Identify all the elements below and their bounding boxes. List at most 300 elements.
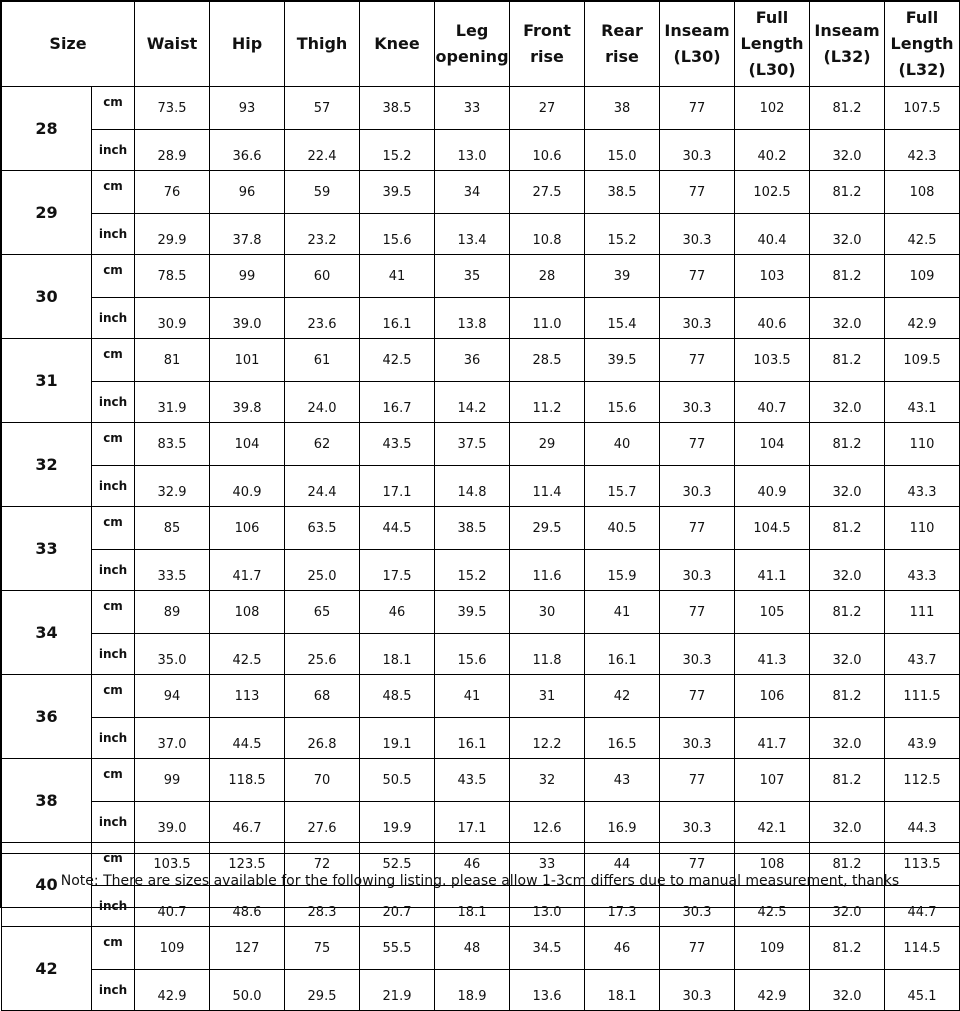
table-row bbox=[2, 339, 960, 382]
unit-label: cm bbox=[92, 843, 135, 886]
measurement-cell: 77 bbox=[660, 675, 735, 718]
measurement-cell: 81.2 bbox=[810, 171, 885, 214]
column-header-line: (L32) bbox=[898, 60, 946, 79]
measurement-cell: 11.8 bbox=[510, 634, 585, 675]
measurement-cell: 29 bbox=[510, 423, 585, 466]
measurement-cell: 103.5 bbox=[135, 843, 210, 886]
measurement-cell: 36 bbox=[435, 339, 510, 382]
measurement-cell: 12.6 bbox=[510, 802, 585, 843]
measurement-cell: 77 bbox=[660, 843, 735, 886]
measurement-cell: 34.5 bbox=[510, 927, 585, 970]
unit-label: inch bbox=[92, 886, 135, 927]
measurement-cell: 11.4 bbox=[510, 466, 585, 507]
measurement-cell: 77 bbox=[660, 339, 735, 382]
measurement-cell: 39.8 bbox=[210, 382, 285, 423]
measurement-cell: 52.5 bbox=[360, 843, 435, 886]
measurement-cell: 15.2 bbox=[585, 214, 660, 255]
measurement-cell: 18.1 bbox=[360, 634, 435, 675]
table-row bbox=[2, 171, 960, 214]
measurement-cell: 38 bbox=[585, 87, 660, 130]
header-row bbox=[2, 2, 960, 87]
measurement-cell: 103.5 bbox=[735, 339, 810, 382]
measurement-cell: 39.5 bbox=[585, 339, 660, 382]
unit-label: inch bbox=[92, 466, 135, 507]
size-label: 29 bbox=[2, 171, 92, 255]
measurement-cell: 30 bbox=[510, 591, 585, 634]
measurement-cell: 32.0 bbox=[810, 298, 885, 339]
table-row bbox=[2, 130, 960, 171]
measurement-cell: 63.5 bbox=[285, 507, 360, 550]
measurement-cell: 81.2 bbox=[810, 675, 885, 718]
measurement-cell: 17.1 bbox=[435, 802, 510, 843]
unit-label: cm bbox=[92, 423, 135, 466]
measurement-cell: 14.2 bbox=[435, 382, 510, 423]
measurement-cell: 32.0 bbox=[810, 718, 885, 759]
column-header bbox=[135, 2, 210, 87]
table-row bbox=[2, 675, 960, 718]
measurement-cell: 30.9 bbox=[135, 298, 210, 339]
measurement-cell: 32.0 bbox=[810, 382, 885, 423]
measurement-cell: 61 bbox=[285, 339, 360, 382]
measurement-cell: 19.9 bbox=[360, 802, 435, 843]
measurement-cell: 39.5 bbox=[360, 171, 435, 214]
measurement-cell: 41 bbox=[360, 255, 435, 298]
measurement-cell: 33.5 bbox=[135, 550, 210, 591]
measurement-cell: 44.3 bbox=[885, 802, 960, 843]
measurement-cell: 104 bbox=[735, 423, 810, 466]
measurement-cell: 23.6 bbox=[285, 298, 360, 339]
measurement-cell: 30.3 bbox=[660, 802, 735, 843]
column-header-line: Inseam bbox=[664, 21, 730, 40]
measurement-cell: 36.6 bbox=[210, 130, 285, 171]
unit-label: inch bbox=[92, 634, 135, 675]
measurement-cell: 44 bbox=[585, 843, 660, 886]
size-label: 31 bbox=[2, 339, 92, 423]
size-label: 40 bbox=[2, 843, 92, 927]
measurement-cell: 43.9 bbox=[885, 718, 960, 759]
measurement-cell: 103 bbox=[735, 255, 810, 298]
measurement-cell: 27.6 bbox=[285, 802, 360, 843]
column-header-line: Knee bbox=[374, 34, 420, 53]
size-label: 42 bbox=[2, 927, 92, 1011]
measurement-cell: 109 bbox=[885, 255, 960, 298]
measurement-cell: 108 bbox=[735, 843, 810, 886]
column-header-line: Hip bbox=[231, 34, 263, 53]
measurement-cell: 42.5 bbox=[735, 886, 810, 927]
measurement-cell: 16.9 bbox=[585, 802, 660, 843]
size-label: 36 bbox=[2, 675, 92, 759]
measurement-cell: 112.5 bbox=[885, 759, 960, 802]
column-header-line: opening bbox=[435, 47, 509, 66]
measurement-cell: 24.4 bbox=[285, 466, 360, 507]
measurement-cell: 15.2 bbox=[435, 550, 510, 591]
measurement-cell: 42.9 bbox=[885, 298, 960, 339]
measurement-cell: 81.2 bbox=[810, 255, 885, 298]
measurement-cell: 43.3 bbox=[885, 550, 960, 591]
table-row bbox=[2, 87, 960, 130]
measurement-cell: 41.7 bbox=[735, 718, 810, 759]
table-row bbox=[2, 423, 960, 466]
table-row bbox=[2, 759, 960, 802]
size-label: 33 bbox=[2, 507, 92, 591]
measurement-cell: 127 bbox=[210, 927, 285, 970]
measurement-cell: 37.0 bbox=[135, 718, 210, 759]
measurement-cell: 30.3 bbox=[660, 382, 735, 423]
measurement-cell: 43 bbox=[585, 759, 660, 802]
measurement-cell: 32.0 bbox=[810, 466, 885, 507]
measurement-cell: 25.6 bbox=[285, 634, 360, 675]
measurement-cell: 41.1 bbox=[735, 550, 810, 591]
measurement-cell: 16.1 bbox=[360, 298, 435, 339]
measurement-cell: 109.5 bbox=[885, 339, 960, 382]
measurement-cell: 13.8 bbox=[435, 298, 510, 339]
measurement-cell: 13.6 bbox=[510, 970, 585, 1011]
measurement-cell: 109 bbox=[135, 927, 210, 970]
measurement-cell: 44.7 bbox=[885, 886, 960, 927]
measurement-cell: 32.0 bbox=[810, 802, 885, 843]
measurement-cell: 30.3 bbox=[660, 214, 735, 255]
measurement-cell: 94 bbox=[135, 675, 210, 718]
measurement-cell: 81.2 bbox=[810, 423, 885, 466]
measurement-cell: 38.5 bbox=[360, 87, 435, 130]
measurement-cell: 101 bbox=[210, 339, 285, 382]
measurement-cell: 32.0 bbox=[810, 634, 885, 675]
measurement-cell: 29.9 bbox=[135, 214, 210, 255]
measurement-cell: 17.5 bbox=[360, 550, 435, 591]
measurement-cell: 81 bbox=[135, 339, 210, 382]
unit-label: cm bbox=[92, 675, 135, 718]
measurement-cell: 30.3 bbox=[660, 130, 735, 171]
measurement-cell: 32.9 bbox=[135, 466, 210, 507]
measurement-cell: 75 bbox=[285, 927, 360, 970]
measurement-cell: 15.6 bbox=[360, 214, 435, 255]
measurement-cell: 23.2 bbox=[285, 214, 360, 255]
measurement-cell: 16.1 bbox=[585, 634, 660, 675]
table-row bbox=[2, 466, 960, 507]
measurement-cell: 81.2 bbox=[810, 339, 885, 382]
measurement-cell: 110 bbox=[885, 507, 960, 550]
table-row bbox=[2, 382, 960, 423]
measurement-cell: 44.5 bbox=[210, 718, 285, 759]
measurement-cell: 42.9 bbox=[735, 970, 810, 1011]
measurement-cell: 29.5 bbox=[285, 970, 360, 1011]
measurement-cell: 118.5 bbox=[210, 759, 285, 802]
measurement-cell: 31.9 bbox=[135, 382, 210, 423]
measurement-cell: 62 bbox=[285, 423, 360, 466]
measurement-cell: 111.5 bbox=[885, 675, 960, 718]
measurement-cell: 15.6 bbox=[435, 634, 510, 675]
measurement-cell: 38.5 bbox=[585, 171, 660, 214]
measurement-cell: 13.4 bbox=[435, 214, 510, 255]
measurement-cell: 15.0 bbox=[585, 130, 660, 171]
table-row bbox=[2, 214, 960, 255]
table-row bbox=[2, 634, 960, 675]
measurement-cell: 50.0 bbox=[210, 970, 285, 1011]
unit-label: inch bbox=[92, 382, 135, 423]
measurement-cell: 99 bbox=[135, 759, 210, 802]
measurement-cell: 40.5 bbox=[585, 507, 660, 550]
measurement-cell: 77 bbox=[660, 759, 735, 802]
measurement-cell: 18.9 bbox=[435, 970, 510, 1011]
measurement-cell: 48.5 bbox=[360, 675, 435, 718]
table-row bbox=[2, 718, 960, 759]
measurement-cell: 77 bbox=[660, 507, 735, 550]
measurement-cell: 85 bbox=[135, 507, 210, 550]
measurement-cell: 42.3 bbox=[885, 130, 960, 171]
measurement-cell: 16.5 bbox=[585, 718, 660, 759]
measurement-cell: 40.7 bbox=[735, 382, 810, 423]
unit-label: inch bbox=[92, 550, 135, 591]
measurement-cell: 81.2 bbox=[810, 759, 885, 802]
measurement-cell: 28 bbox=[510, 255, 585, 298]
measurement-cell: 102 bbox=[735, 87, 810, 130]
table-row bbox=[2, 550, 960, 591]
measurement-cell: 11.6 bbox=[510, 550, 585, 591]
measurement-cell: 81.2 bbox=[810, 507, 885, 550]
measurement-cell: 96 bbox=[210, 171, 285, 214]
column-header-line: (L30) bbox=[673, 47, 721, 66]
measurement-cell: 20.7 bbox=[360, 886, 435, 927]
measurement-cell: 107.5 bbox=[885, 87, 960, 130]
measurement-cell: 44.5 bbox=[360, 507, 435, 550]
measurement-cell: 50.5 bbox=[360, 759, 435, 802]
measurement-cell: 41.7 bbox=[210, 550, 285, 591]
measurement-cell: 89 bbox=[135, 591, 210, 634]
measurement-cell: 18.1 bbox=[435, 886, 510, 927]
measurement-cell: 108 bbox=[210, 591, 285, 634]
measurement-cell: 81.2 bbox=[810, 843, 885, 886]
measurement-cell: 77 bbox=[660, 423, 735, 466]
measurement-cell: 28.3 bbox=[285, 886, 360, 927]
measurement-cell: 15.7 bbox=[585, 466, 660, 507]
measurement-cell: 10.6 bbox=[510, 130, 585, 171]
measurement-cell: 81.2 bbox=[810, 87, 885, 130]
measurement-cell: 11.2 bbox=[510, 382, 585, 423]
size-label: 38 bbox=[2, 759, 92, 843]
column-header bbox=[360, 2, 435, 87]
measurement-cell: 32.0 bbox=[810, 970, 885, 1011]
measurement-cell: 14.8 bbox=[435, 466, 510, 507]
unit-label: cm bbox=[92, 591, 135, 634]
column-header bbox=[210, 2, 285, 87]
measurement-cell: 60 bbox=[285, 255, 360, 298]
unit-label: inch bbox=[92, 214, 135, 255]
measurement-cell: 32.0 bbox=[810, 214, 885, 255]
measurement-cell: 42.5 bbox=[360, 339, 435, 382]
unit-label: inch bbox=[92, 802, 135, 843]
measurement-cell: 19.1 bbox=[360, 718, 435, 759]
table-row bbox=[2, 802, 960, 843]
measurement-cell: 114.5 bbox=[885, 927, 960, 970]
measurement-cell: 42.1 bbox=[735, 802, 810, 843]
measurement-cell: 38.5 bbox=[435, 507, 510, 550]
column-header-line: Inseam bbox=[814, 21, 880, 40]
measurement-cell: 57 bbox=[285, 87, 360, 130]
size-label: 32 bbox=[2, 423, 92, 507]
column-header bbox=[885, 2, 960, 87]
measurement-cell: 28.5 bbox=[510, 339, 585, 382]
column-header bbox=[285, 2, 360, 87]
measurement-cell: 41.3 bbox=[735, 634, 810, 675]
column-header-line: Rear bbox=[601, 21, 643, 40]
column-header bbox=[585, 2, 660, 87]
measurement-cell: 21.9 bbox=[360, 970, 435, 1011]
size-label: 30 bbox=[2, 255, 92, 339]
column-header-line: (L30) bbox=[748, 60, 796, 79]
column-header-line: (L32) bbox=[823, 47, 871, 66]
measurement-cell: 15.6 bbox=[585, 382, 660, 423]
measurement-cell: 27.5 bbox=[510, 171, 585, 214]
table-row bbox=[2, 255, 960, 298]
measurement-cell: 33 bbox=[435, 87, 510, 130]
measurement-cell: 78.5 bbox=[135, 255, 210, 298]
measurement-cell: 32.0 bbox=[810, 550, 885, 591]
measurement-cell: 105 bbox=[735, 591, 810, 634]
measurement-cell: 111 bbox=[885, 591, 960, 634]
measurement-cell: 106 bbox=[210, 507, 285, 550]
measurement-cell: 25.0 bbox=[285, 550, 360, 591]
measurement-cell: 59 bbox=[285, 171, 360, 214]
unit-label: inch bbox=[92, 298, 135, 339]
measurement-cell: 41 bbox=[585, 591, 660, 634]
measurement-cell: 18.1 bbox=[585, 970, 660, 1011]
measurement-cell: 46 bbox=[360, 591, 435, 634]
unit-label: inch bbox=[92, 970, 135, 1011]
measurement-cell: 30.3 bbox=[660, 550, 735, 591]
measurement-cell: 28.9 bbox=[135, 130, 210, 171]
measurement-cell: 77 bbox=[660, 255, 735, 298]
measurement-cell: 15.9 bbox=[585, 550, 660, 591]
measurement-cell: 77 bbox=[660, 171, 735, 214]
measurement-cell: 39.5 bbox=[435, 591, 510, 634]
measurement-cell: 76 bbox=[135, 171, 210, 214]
unit-label: cm bbox=[92, 339, 135, 382]
measurement-cell: 73.5 bbox=[135, 87, 210, 130]
measurement-cell: 11.0 bbox=[510, 298, 585, 339]
measurement-cell: 12.2 bbox=[510, 718, 585, 759]
table-row bbox=[2, 970, 960, 1011]
measurement-cell: 93 bbox=[210, 87, 285, 130]
measurement-cell: 46 bbox=[435, 843, 510, 886]
unit-label: cm bbox=[92, 87, 135, 130]
column-header-line: Full bbox=[755, 8, 789, 27]
column-header-line: Front bbox=[523, 21, 571, 40]
measurement-cell: 30.3 bbox=[660, 718, 735, 759]
column-header bbox=[735, 2, 810, 87]
measurement-cell: 107 bbox=[735, 759, 810, 802]
measurement-cell: 43.1 bbox=[885, 382, 960, 423]
measurement-cell: 42.5 bbox=[210, 634, 285, 675]
measurement-cell: 106 bbox=[735, 675, 810, 718]
column-header-line: Length bbox=[740, 34, 804, 53]
measurement-cell: 15.2 bbox=[360, 130, 435, 171]
measurement-cell: 46.7 bbox=[210, 802, 285, 843]
measurement-cell: 46 bbox=[585, 927, 660, 970]
measurement-note: Note: There are sizes available for the following listing. please allow 1-3cm differs due to manual measurement, thanks bbox=[1, 853, 959, 908]
measurement-cell: 83.5 bbox=[135, 423, 210, 466]
measurement-cell: 16.1 bbox=[435, 718, 510, 759]
column-header-line: Length bbox=[890, 34, 954, 53]
measurement-cell: 13.0 bbox=[435, 130, 510, 171]
measurement-cell: 30.3 bbox=[660, 886, 735, 927]
column-header bbox=[435, 2, 510, 87]
measurement-cell: 81.2 bbox=[810, 927, 885, 970]
measurement-cell: 32.0 bbox=[810, 886, 885, 927]
unit-label: cm bbox=[92, 759, 135, 802]
measurement-cell: 102.5 bbox=[735, 171, 810, 214]
measurement-cell: 15.4 bbox=[585, 298, 660, 339]
measurement-cell: 32.0 bbox=[810, 130, 885, 171]
measurement-cell: 109 bbox=[735, 927, 810, 970]
measurement-cell: 10.8 bbox=[510, 214, 585, 255]
table-row bbox=[2, 927, 960, 970]
measurement-cell: 37.8 bbox=[210, 214, 285, 255]
measurement-cell: 39 bbox=[585, 255, 660, 298]
table-row bbox=[2, 591, 960, 634]
measurement-cell: 108 bbox=[885, 171, 960, 214]
column-header bbox=[510, 2, 585, 87]
measurement-cell: 41 bbox=[435, 675, 510, 718]
measurement-cell: 65 bbox=[285, 591, 360, 634]
measurement-cell: 40.4 bbox=[735, 214, 810, 255]
measurement-cell: 42.9 bbox=[135, 970, 210, 1011]
measurement-cell: 17.3 bbox=[585, 886, 660, 927]
measurement-cell: 55.5 bbox=[360, 927, 435, 970]
unit-label: cm bbox=[92, 507, 135, 550]
measurement-cell: 30.3 bbox=[660, 298, 735, 339]
measurement-cell: 70 bbox=[285, 759, 360, 802]
column-header bbox=[660, 2, 735, 87]
measurement-cell: 40.9 bbox=[210, 466, 285, 507]
column-header-line: rise bbox=[605, 47, 639, 66]
column-header-line: Leg bbox=[455, 21, 489, 40]
size-label: 28 bbox=[2, 87, 92, 171]
measurement-cell: 43.5 bbox=[435, 759, 510, 802]
measurement-cell: 39.0 bbox=[135, 802, 210, 843]
size-header: Size bbox=[2, 2, 135, 87]
measurement-cell: 42.5 bbox=[885, 214, 960, 255]
measurement-cell: 48.6 bbox=[210, 886, 285, 927]
measurement-cell: 35.0 bbox=[135, 634, 210, 675]
unit-label: cm bbox=[92, 255, 135, 298]
measurement-cell: 77 bbox=[660, 591, 735, 634]
measurement-cell: 27 bbox=[510, 87, 585, 130]
measurement-cell: 43.3 bbox=[885, 466, 960, 507]
measurement-cell: 40.6 bbox=[735, 298, 810, 339]
table-row bbox=[2, 507, 960, 550]
unit-label: cm bbox=[92, 927, 135, 970]
unit-label: cm bbox=[92, 171, 135, 214]
measurement-cell: 26.8 bbox=[285, 718, 360, 759]
measurement-cell: 37.5 bbox=[435, 423, 510, 466]
measurement-cell: 42 bbox=[585, 675, 660, 718]
column-header bbox=[810, 2, 885, 87]
measurement-cell: 72 bbox=[285, 843, 360, 886]
measurement-cell: 45.1 bbox=[885, 970, 960, 1011]
measurement-cell: 43.7 bbox=[885, 634, 960, 675]
measurement-cell: 40.7 bbox=[135, 886, 210, 927]
measurement-cell: 104.5 bbox=[735, 507, 810, 550]
unit-label: inch bbox=[92, 718, 135, 759]
measurement-cell: 33 bbox=[510, 843, 585, 886]
unit-label: inch bbox=[92, 130, 135, 171]
measurement-cell: 22.4 bbox=[285, 130, 360, 171]
column-header-line: Thigh bbox=[296, 34, 348, 53]
measurement-cell: 77 bbox=[660, 87, 735, 130]
measurement-cell: 40.9 bbox=[735, 466, 810, 507]
measurement-cell: 68 bbox=[285, 675, 360, 718]
measurement-cell: 43.5 bbox=[360, 423, 435, 466]
